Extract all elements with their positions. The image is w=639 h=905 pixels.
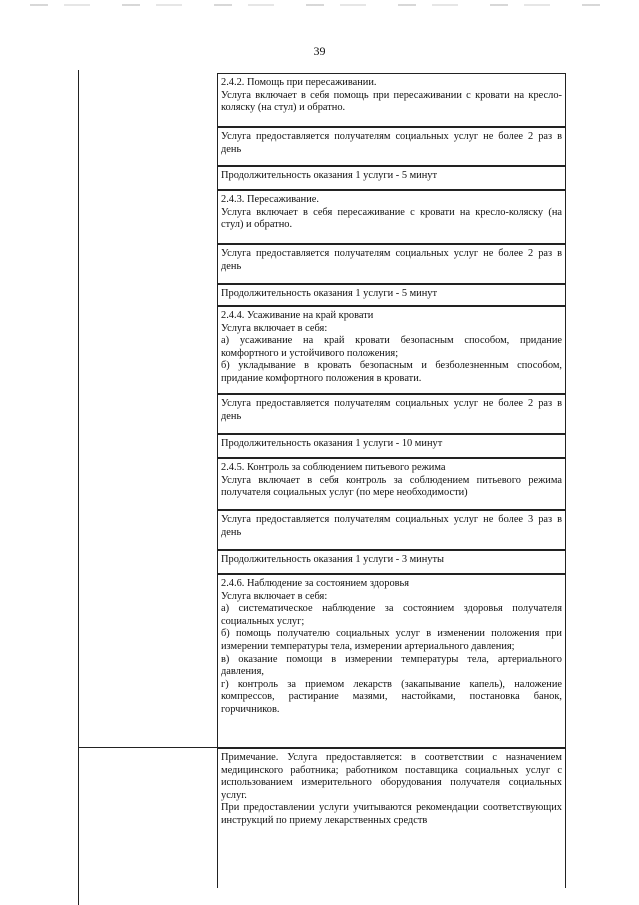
cell-text-line: в) оказание помощи в измерении температуры тела, артериального давления, <box>221 653 562 678</box>
table-cell <box>217 458 566 510</box>
cell-text-line: Продолжительность оказания 1 услуги - 3 минуты <box>221 554 445 565</box>
table-cell <box>217 73 566 127</box>
cell-text-line: Услуга включает в себя: <box>221 322 328 334</box>
table-cell <box>217 550 566 574</box>
table-cell <box>217 166 566 190</box>
table-left-border <box>78 70 79 905</box>
cell-text-line: г) контроль за приемом лекарств (закапывание капель), наложение компрессов, растирание мазями, настойками, постановка банок, горчичников. <box>221 678 562 715</box>
table-cell <box>217 574 566 748</box>
cell-text-line: 2.4.2. Помощь при пересаживании. <box>221 77 377 88</box>
cell-text-line: 2.4.4. Усаживание на край кровати <box>221 310 374 321</box>
table-cell <box>217 394 566 434</box>
cell-text-line: Услуга предоставляется получателям социальных услуг не более 2 раз в день <box>221 398 562 422</box>
table-cell <box>217 510 566 550</box>
cell-text-line: Услуга включает в себя пересаживание с кровати на кресло-коляску (на стул) и обратно. <box>221 206 562 231</box>
cell-text-line: 2.4.5. Контроль за соблюдением питьевого режима <box>221 462 446 473</box>
table-cell <box>217 306 566 394</box>
cell-text-line: Продолжительность оказания 1 услуги - 5 минут <box>221 288 438 299</box>
cell-text-line: 2.4.3. Пересаживание. <box>221 194 319 205</box>
table-cell <box>217 127 566 166</box>
page-number: 39 <box>313 44 326 58</box>
table-cell <box>217 748 566 888</box>
table-cell <box>217 190 566 244</box>
cell-text-line: а) усаживание на край кровати безопасным способом, придание комфортного и устойчивого положения; <box>221 335 562 359</box>
table-cell <box>217 284 566 306</box>
cell-text-line: Услуга включает в себя помощь при пересаживании с кровати на кресло-коляску (на стул) и обратно. <box>221 89 562 114</box>
cell-text-line: Услуга включает в себя: <box>221 590 328 602</box>
cell-text-line: Примечание. Услуга предоставляется: в соответствии с назначением медицинского работника; работником поставщика социальных услуг с использованием измерительного оборудования получателя социальных услуг. <box>221 752 562 801</box>
cell-text-line: а) систематическое наблюдение за состоянием здоровья получателя социальных услуг; <box>221 603 562 627</box>
cell-text-line: Услуга предоставляется получателям социальных услуг не более 3 раз в день <box>221 514 562 538</box>
cell-text-line: Услуга включает в себя контроль за соблюдением питьевого режима получателя социальных услуг (по мере необходимости) <box>221 474 562 499</box>
table-row-separator <box>78 747 218 748</box>
cell-text-line: При предоставлении услуги учитываются рекомендации соответствующих инструкций по приему лекарственных средств <box>221 802 562 826</box>
table-cell <box>217 434 566 458</box>
scan-artifact-line <box>30 4 615 6</box>
table-cell <box>217 244 566 284</box>
cell-text-line: Продолжительность оказания 1 услуги - 10 минут <box>221 438 443 449</box>
cell-text-line: 2.4.6. Наблюдение за состоянием здоровья <box>221 578 410 589</box>
cell-text-line: б) укладывание в кровать безопасным и безболезненным способом, придание комфортного положения в кровати. <box>221 360 562 384</box>
cell-text-line: Услуга предоставляется получателям социальных услуг не более 2 раз в день <box>221 131 562 155</box>
cell-text-line: Услуга предоставляется получателям социальных услуг не более 2 раз в день <box>221 248 562 272</box>
cell-text-line: б) помощь получателю социальных услуг в изменении положения при измерении температуры тела, измерении артериального давления; <box>221 628 562 652</box>
cell-text-line: Продолжительность оказания 1 услуги - 5 минут <box>221 170 438 181</box>
